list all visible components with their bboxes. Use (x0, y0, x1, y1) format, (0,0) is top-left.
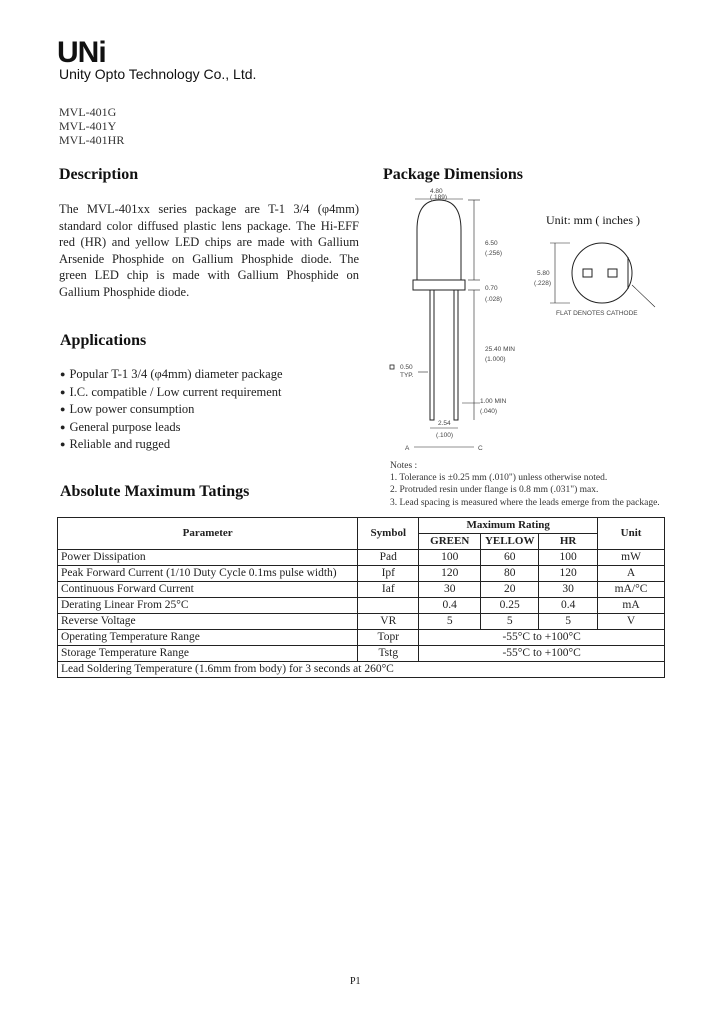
description-text: The MVL-401xx series package are T-1 3/4 (φ4mm) standard color diffused plastic lens package. The Hi-EFF red (HR) and yellow LED chips are made with Gallium Arsenide Phosphide on Gallium Phosphide diode. The green LED chip is made with Gallium Phosphide on Gallium Phosphide diode. (59, 202, 359, 299)
table-row: Continuous Forward Current Iaf 30 20 30 mA/°C (58, 582, 665, 598)
table-row: Power Dissipation Pad 100 60 100 mW (58, 550, 665, 566)
ratings-table (57, 517, 665, 678)
table-row: Peak Forward Current (1/10 Duty Cycle 0.1ms pulse width) Ipf 120 80 120 A (58, 566, 665, 582)
dim-label: (.189) (430, 194, 447, 201)
dim-label: (.100) (436, 432, 453, 439)
header-parameter: Parameter (58, 518, 358, 550)
lead-cathode (454, 290, 458, 420)
company-name: Unity Opto Technology Co., Ltd. (59, 66, 257, 82)
dim-label: 25.40 MIN (485, 346, 515, 353)
lead-anode (430, 290, 434, 420)
dim-label: FLAT DENOTES CATHODE (556, 310, 638, 317)
ratings-heading: Absolute Maximum Tatings (60, 483, 250, 500)
model-number: MVL-401G (59, 105, 117, 119)
applications-list (60, 366, 283, 454)
package-diagram (370, 185, 670, 465)
dim-label: 5.80 (537, 270, 550, 277)
chip-pad (583, 269, 592, 277)
package-notes: Notes : 1. Tolerance is ±0.25 mm (.010") unless otherwise noted. 2. Protruded resin under flange is 0.8 mm (.031") max. 3. Lead spacing is measured where the leads emerge from the package. (390, 461, 660, 508)
dim-label: 0.50 (400, 364, 413, 371)
led-flange (413, 280, 465, 290)
lead-label: A (405, 445, 410, 452)
dim-label: (1.000) (485, 356, 506, 363)
led-body-outline (417, 200, 461, 280)
header-yellow: YELLOW (481, 534, 539, 550)
unit-label: Unit: mm ( inches ) (546, 213, 640, 227)
top-view-outline (572, 243, 632, 303)
lead-label: C (478, 445, 483, 452)
dim-label: (.040) (480, 408, 497, 415)
list-item: ● Low power consumption (60, 402, 195, 417)
list-item: ● Reliable and rugged (60, 437, 171, 452)
header-symbol: Symbol (358, 518, 419, 550)
dim-label: (.256) (485, 250, 502, 257)
dim-label: 1.00 MIN (480, 398, 507, 405)
table-row: Storage Temperature Range Tstg -55°C to +100°C (58, 646, 665, 662)
chip-pad (608, 269, 617, 277)
header-green: GREEN (419, 534, 481, 550)
applications-heading: Applications (60, 332, 147, 349)
model-number: MVL-401Y (59, 119, 117, 133)
list-item: ● Popular T-1 3/4 (φ4mm) diameter package (60, 367, 283, 381)
package-heading: Package Dimensions (383, 166, 523, 183)
page-number: P1 (350, 976, 361, 987)
table-row: Operating Temperature Range Topr -55°C to +100°C (58, 630, 665, 646)
model-number: MVL-401HR (59, 133, 125, 147)
dim-label: 6.50 (485, 240, 498, 247)
dim-label: (.228) (534, 280, 551, 287)
description-heading: Description (59, 166, 139, 183)
table-row: Derating Linear From 25°C 0.4 0.25 0.4 mA (58, 598, 665, 614)
header-max-rating: Maximum Rating (419, 518, 598, 534)
company-logo: UNi (57, 36, 106, 69)
table-row: Lead Soldering Temperature (1.6mm from body) for 3 seconds at 260°C (58, 662, 665, 678)
dim-label: 4.80 (430, 188, 443, 195)
list-item: ● I.C. compatible / Low current requirement (60, 384, 282, 399)
header-unit: Unit (598, 518, 665, 550)
dim-label: (.028) (485, 296, 502, 303)
header-hr: HR (539, 534, 598, 550)
dim-label: TYP. (400, 372, 414, 379)
table-row: Reverse Voltage VR 5 5 5 V (58, 614, 665, 630)
list-item: ● General purpose leads (60, 419, 181, 434)
dim-label: 2.54 (438, 420, 451, 427)
dim-label: 0.70 (485, 285, 498, 292)
